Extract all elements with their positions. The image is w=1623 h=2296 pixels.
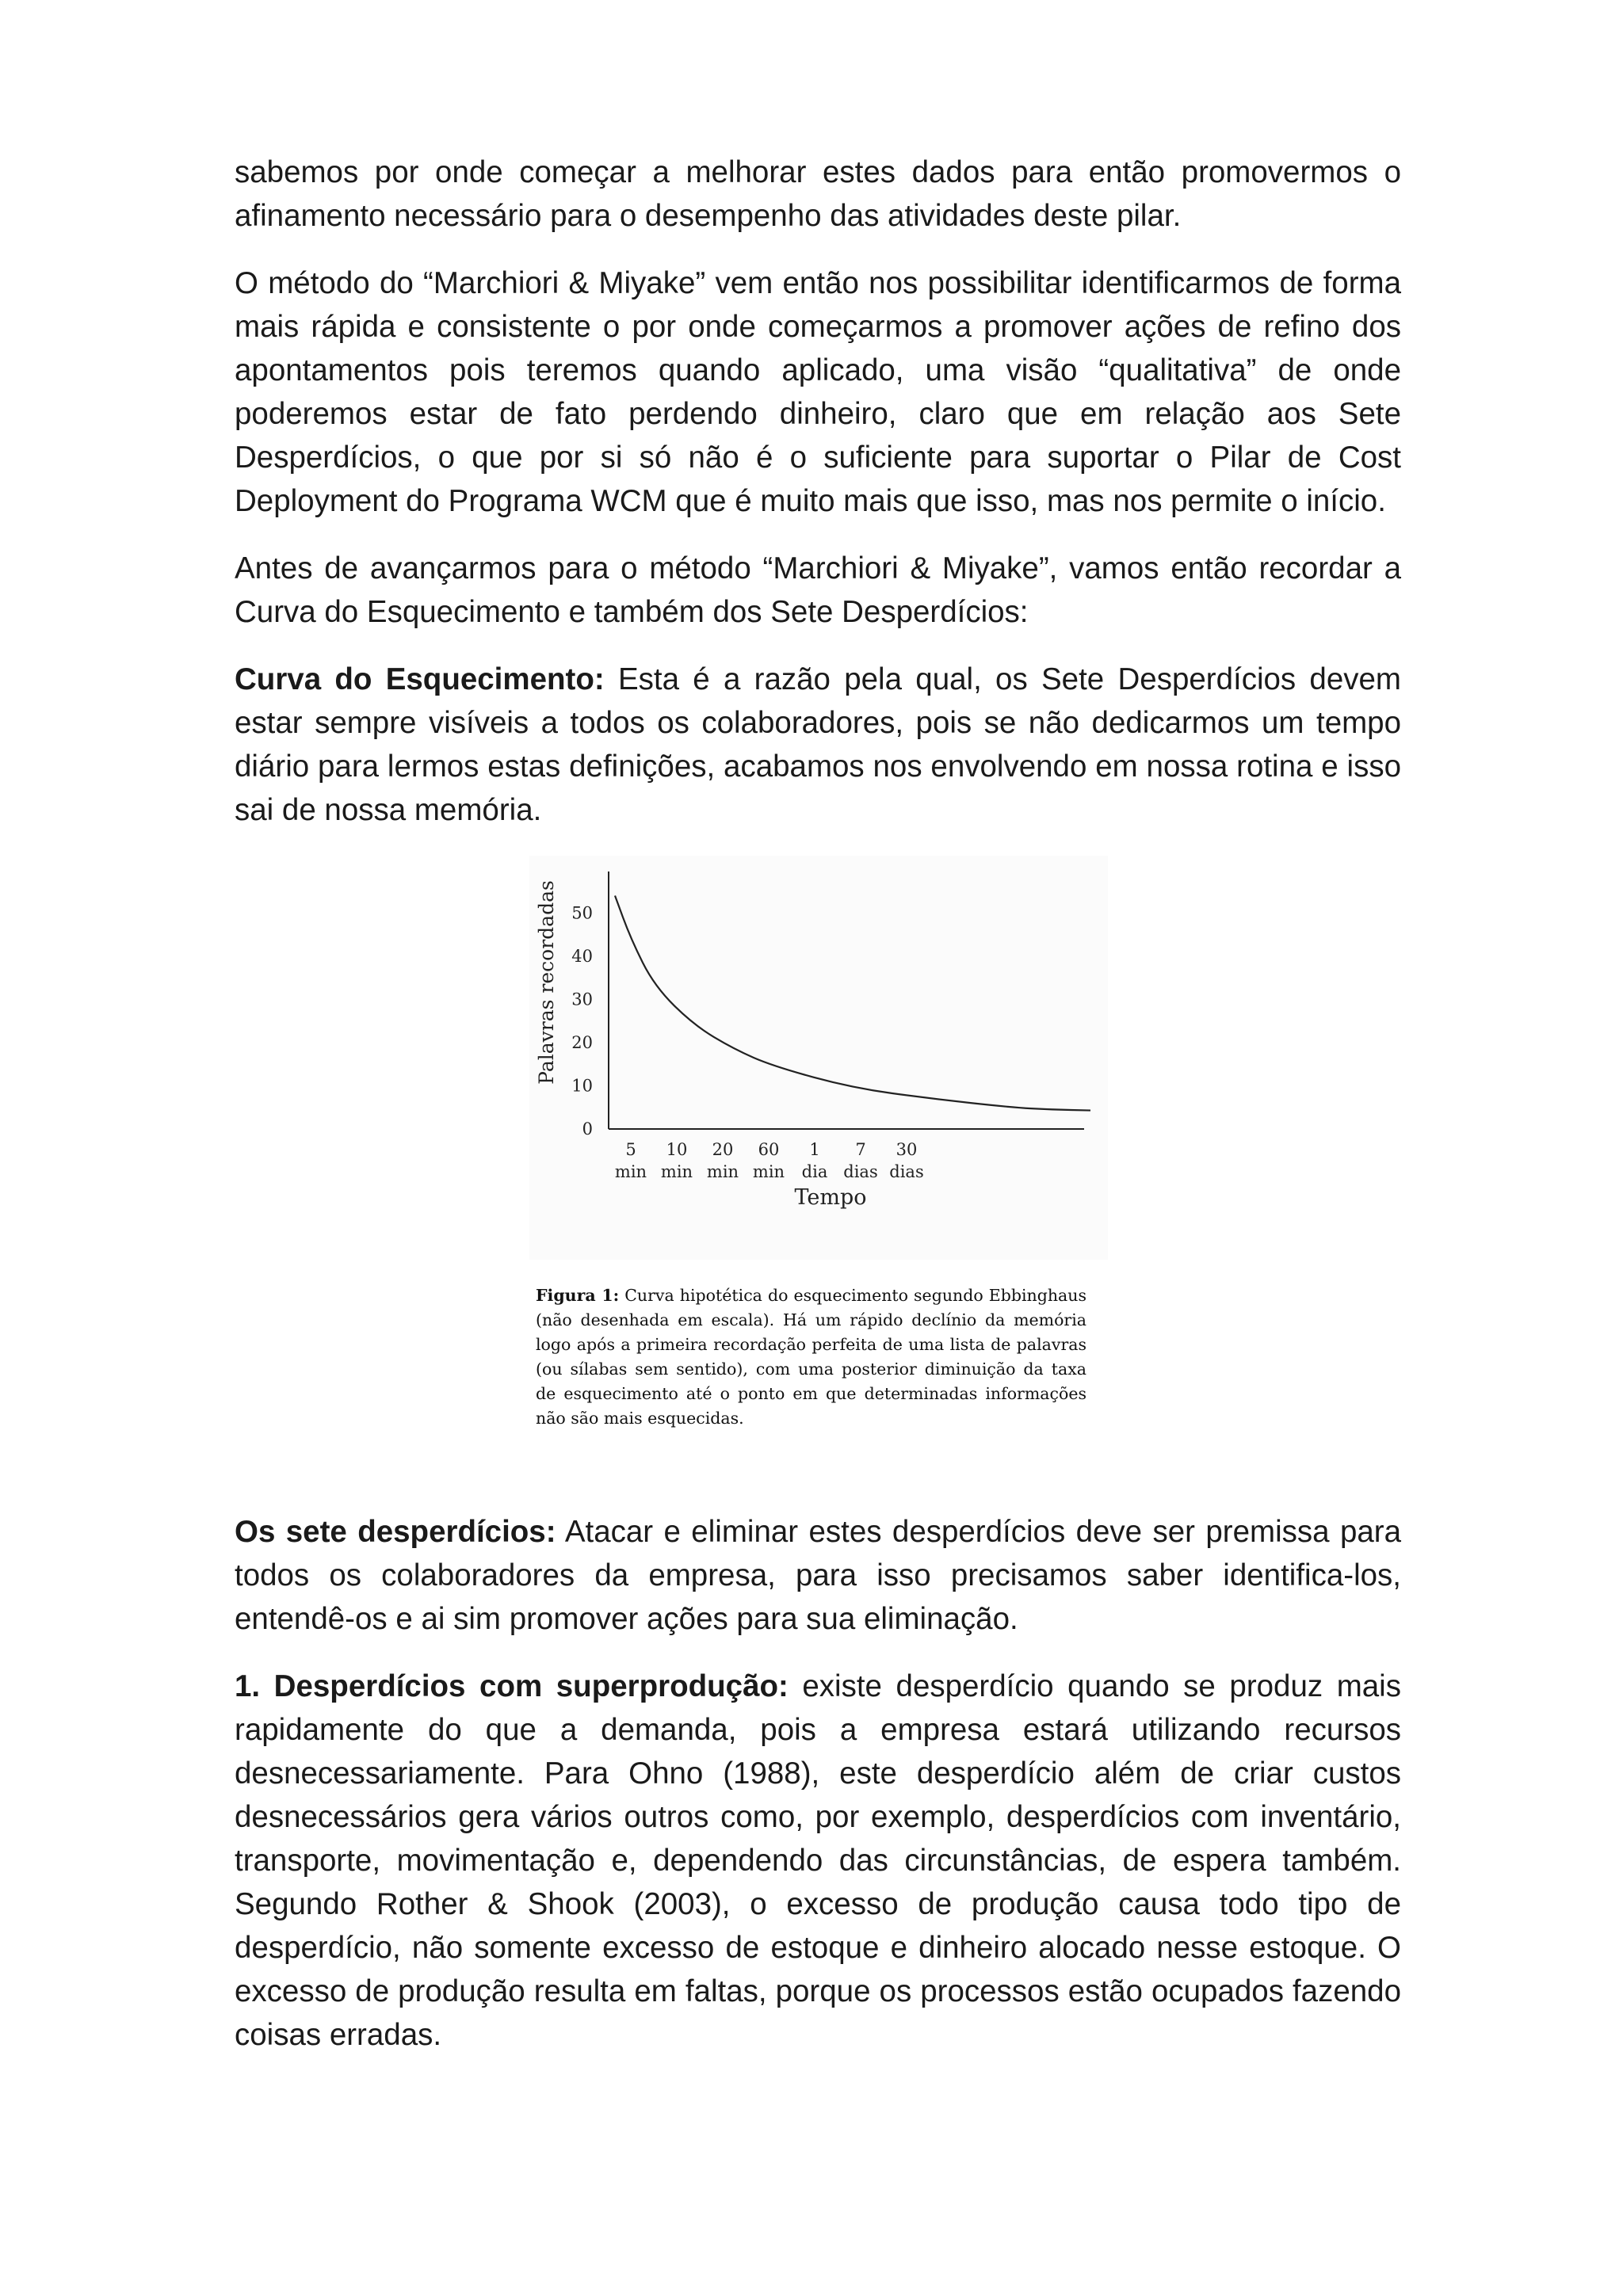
forgetting-curve-text: Esta é a razão pela qual, os Sete Desperdícios devem estar sempre visíveis a todos os colaboradores, pois se não dedicarmos um tempo diário para lermos estas definições, acabamos nos envolvendo em nossa rotina e isso sai de nossa memória.: [235, 662, 1401, 827]
chart-y-axis-label: Palavras recordadas: [535, 880, 558, 1085]
document-page: [235, 151, 1401, 2081]
chart-x-tick-value: 7: [855, 1140, 866, 1159]
chart-x-tick-value: 60: [758, 1140, 780, 1159]
chart-x-tick-unit: dia: [801, 1162, 828, 1181]
forgetting-curve-chart: [529, 856, 1108, 1260]
chart-svg: [529, 856, 1108, 1260]
chart-x-tick-unit: min: [660, 1162, 693, 1181]
figure-caption-text: Curva hipotética do esquecimento segundo Ebbinghaus (não desenhada em escala). Há um rápido declínio da memória logo após a primeira recordação perfeita de uma lista de palavras (ou sílabas sem sentido), com uma posterior diminuição da taxa de esquecimento até o ponto em que determinadas informações não são mais esquecidas.: [536, 1286, 1086, 1428]
chart-x-tick-value: 5: [625, 1140, 636, 1159]
paragraph-method: O método do “Marchiori & Miyake” vem então nos possibilitar identificarmos de forma mais rápida e consistente o por onde começarmos a promover ações de refino dos apontamentos pois teremos quando aplicado, uma visão “qualitativa” de onde poderemos estar de fato perdendo dinheiro, claro que em relação aos Sete Desperdícios, o que por si só não é o suficiente para suportar o Pilar de Cost Deployment do Programa WCM que é muito mais que isso, mas nos permite o início.: [235, 266, 1401, 518]
chart-y-tick-label: 40: [571, 946, 593, 966]
seven-wastes-text: Atacar e eliminar estes desperdícios deve ser premissa para todos os colaboradores da empresa, para isso precisamos saber identifica-los, entendê-os e ai sim promover ações para sua eliminação.: [235, 1515, 1401, 1636]
forgetting-curve-heading: Curva do Esquecimento:: [235, 662, 605, 696]
chart-x-tick-unit: min: [752, 1162, 785, 1181]
figure: [235, 856, 1401, 1482]
figure-caption-label: Figura 1:: [536, 1286, 620, 1305]
figure-caption: [536, 1283, 1086, 1431]
chart-x-tick-unit: dias: [843, 1162, 878, 1181]
chart-x-tick-unit: min: [614, 1162, 647, 1181]
chart-x-tick-value: 30: [896, 1140, 918, 1159]
chart-series-line: [615, 895, 1090, 1110]
chart-x-tick-unit: dias: [889, 1162, 924, 1181]
paragraph-overproduction: [235, 1665, 1401, 2057]
chart-y-tick-label: 50: [571, 903, 593, 923]
overproduction-text: existe desperdício quando se produz mais rapidamente do que a demanda, pois a empresa estará utilizando recursos desnecessariamente. Para Ohno (1988), este desperdício além de criar custos desnecessários gera vários outros como, por exemplo, desperdícios com inventário, transporte, movimentação e, dependendo das circunstâncias, de espera também. Segundo Rother & Shook (2003), o excesso de produção causa todo tipo de desperdício, não somente excesso de estoque e dinheiro alocado nesse estoque. O excesso de produção resulta em faltas, porque os processos estão ocupados fazendo coisas erradas.: [235, 1669, 1401, 2052]
paragraph-intro: sabemos por onde começar a melhorar estes dados para então promovermos o afinamento necessário para o desempenho das atividades deste pilar.: [235, 155, 1401, 233]
paragraph-before: Antes de avançarmos para o método “Marchiori & Miyake”, vamos então recordar a Curva do Esquecimento e também dos Sete Desperdícios:: [235, 551, 1401, 629]
chart-x-tick-unit: min: [706, 1162, 739, 1181]
chart-y-tick-label: 30: [571, 990, 593, 1009]
chart-x-axis-label: Tempo: [794, 1185, 867, 1210]
chart-x-tick-value: 10: [666, 1140, 688, 1159]
chart-y-tick-label: 20: [571, 1032, 593, 1052]
chart-y-tick-label: 0: [582, 1119, 593, 1138]
overproduction-heading: 1. Desperdícios com superprodução:: [235, 1669, 789, 1703]
paragraph-seven-wastes: [235, 1510, 1401, 1641]
chart-x-tick-value: 20: [712, 1140, 734, 1159]
chart-y-tick-label: 10: [571, 1076, 593, 1096]
seven-wastes-heading: Os sete desperdícios:: [235, 1515, 556, 1549]
chart-x-tick-value: 1: [809, 1140, 820, 1159]
paragraph-forgetting-curve: [235, 658, 1401, 832]
